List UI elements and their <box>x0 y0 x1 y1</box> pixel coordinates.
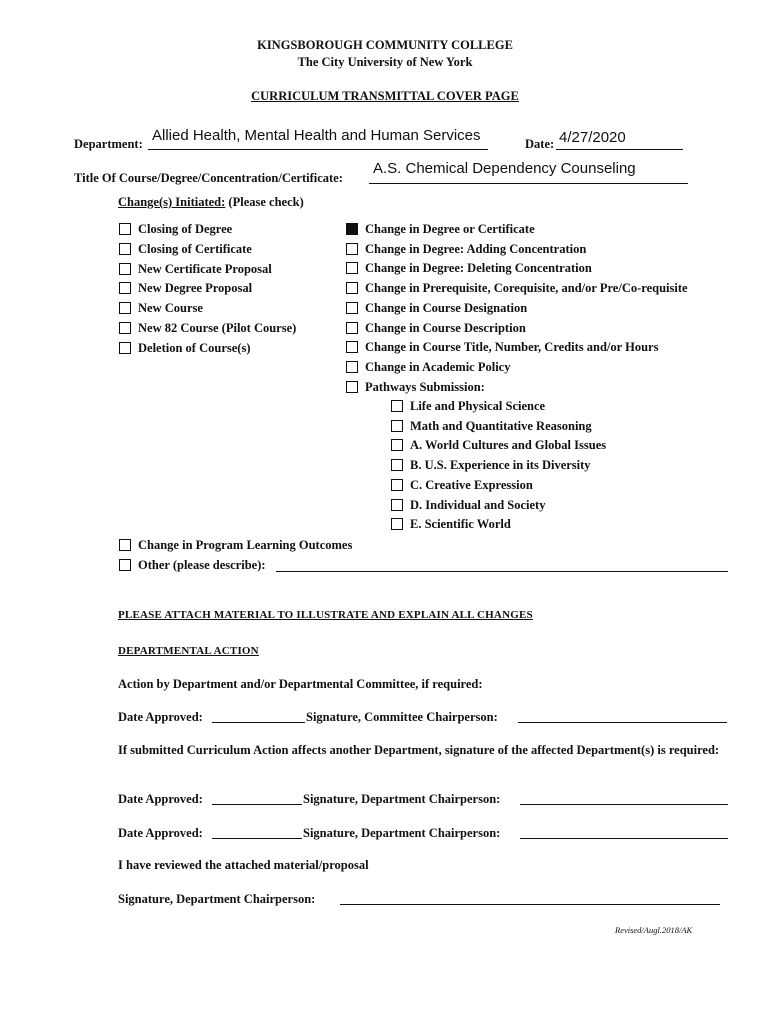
pathways-option-label: E. Scientific World <box>410 517 511 532</box>
checkbox[interactable] <box>391 479 403 491</box>
date-approved-label-3: Date Approved: <box>118 826 203 840</box>
pathways-option-label: Math and Quantitative Reasoning <box>410 418 592 433</box>
pathways-option-label: Life and Physical Science <box>410 399 546 413</box>
date-underline <box>556 149 683 150</box>
other-describe-underline[interactable] <box>276 571 728 572</box>
final-signature-field[interactable] <box>340 904 720 905</box>
department-underline <box>148 149 488 150</box>
checkbox[interactable] <box>391 459 403 471</box>
date-label: Date: <box>525 137 555 151</box>
right-option-label: Change in Degree: Adding Concentration <box>365 241 587 256</box>
title-field[interactable]: A.S. Chemical Dependency Counseling <box>373 160 636 177</box>
checkbox[interactable] <box>346 262 358 274</box>
checkbox[interactable] <box>119 223 131 235</box>
dept-signature-label-2: Signature, Department Chairperson: <box>303 826 501 840</box>
left-option-label: Closing of Degree <box>138 222 233 236</box>
right-option-label: Change in Course Title, Number, Credits and/or Hours <box>365 340 659 355</box>
bottom-option-label: Change in Program Learning Outcomes <box>138 538 353 552</box>
left-option-label: New Course <box>138 301 203 316</box>
bottom-option-label: Other (please describe): <box>138 557 266 572</box>
dept-signature-label-1: Signature, Department Chairperson: <box>303 792 501 806</box>
checkbox[interactable] <box>346 223 358 235</box>
pathways-option-label: C. Creative Expression <box>410 477 533 492</box>
checkbox[interactable] <box>346 341 358 353</box>
right-option-label: Change in Course Description <box>365 320 526 335</box>
title-field-label: Title Of Course/Degree/Concentration/Certificate: <box>74 171 343 185</box>
affects-note: If submitted Curriculum Action affects another Department, signature of the affected Department(s) is required: <box>118 743 720 757</box>
checkbox[interactable] <box>391 439 403 451</box>
date-approved-field-3[interactable] <box>212 838 302 839</box>
right-option-label: Change in Degree or Certificate <box>365 222 535 236</box>
checkbox[interactable] <box>346 322 358 334</box>
right-option-label: Pathways Submission: <box>365 379 485 394</box>
checkbox[interactable] <box>346 361 358 373</box>
committee-signature-label: Signature, Committee Chairperson: <box>306 710 498 724</box>
changes-heading <box>118 195 304 210</box>
left-option-label: New Degree Proposal <box>138 281 253 296</box>
checkbox[interactable] <box>391 518 403 530</box>
checkbox[interactable] <box>119 322 131 334</box>
checkbox[interactable] <box>119 539 131 551</box>
checkbox[interactable] <box>391 499 403 511</box>
checkbox[interactable] <box>346 243 358 255</box>
department-label: Department: <box>74 137 143 151</box>
form-title: CURRICULUM TRANSMITTAL COVER PAGE <box>251 89 519 103</box>
right-option-label: Change in Prerequisite, Corequisite, and/or Pre/Co-requisite <box>365 281 688 296</box>
dept-signature-field-1[interactable] <box>520 804 728 805</box>
checkbox[interactable] <box>119 263 131 275</box>
checkbox[interactable] <box>391 420 403 432</box>
right-option-label: Change in Course Designation <box>365 300 528 315</box>
department-field[interactable]: Allied Health, Mental Health and Human Services <box>152 127 481 144</box>
date-approved-label-2: Date Approved: <box>118 792 203 806</box>
checkbox[interactable] <box>119 559 131 571</box>
date-approved-field-1[interactable] <box>212 722 305 723</box>
checkbox[interactable] <box>391 400 403 412</box>
reviewed-statement: I have reviewed the attached material/proposal <box>118 858 369 872</box>
revision-note: Revised/Augl.2018/AK <box>615 925 693 935</box>
left-option-label: New 82 Course (Pilot Course) <box>138 321 297 335</box>
checkbox[interactable] <box>119 243 131 255</box>
date-field[interactable]: 4/27/2020 <box>559 129 626 146</box>
pathways-option-label: A. World Cultures and Global Issues <box>410 438 607 453</box>
checkbox[interactable] <box>346 381 358 393</box>
checkbox[interactable] <box>119 282 131 294</box>
final-signature-label: Signature, Department Chairperson: <box>118 892 316 906</box>
attach-note: PLEASE ATTACH MATERIAL TO ILLUSTRATE AND EXPLAIN ALL CHANGES <box>118 609 533 621</box>
left-option-label: New Certificate Proposal <box>138 261 272 276</box>
checkbox[interactable] <box>346 302 358 314</box>
date-approved-field-2[interactable] <box>212 804 302 805</box>
action-line: Action by Department and/or Departmental Committee, if required: <box>118 677 483 691</box>
left-option-label: Closing of Certificate <box>138 241 252 256</box>
left-option-label: Deletion of Course(s) <box>138 340 251 355</box>
pathways-option-label: B. U.S. Experience in its Diversity <box>410 458 591 473</box>
checkbox[interactable] <box>119 342 131 354</box>
pathways-option-label: D. Individual and Society <box>410 497 546 512</box>
checkbox[interactable] <box>119 302 131 314</box>
university-name: The City University of New York <box>297 55 473 69</box>
changes-heading-note: (Please check) <box>225 195 304 209</box>
right-option-label: Change in Degree: Deleting Concentration <box>365 261 592 276</box>
title-underline <box>369 183 688 184</box>
changes-heading-underlined: Change(s) Initiated: <box>118 195 226 209</box>
date-approved-label-1: Date Approved: <box>118 710 203 724</box>
checkbox[interactable] <box>346 282 358 294</box>
right-option-label: Change in Academic Policy <box>365 359 511 374</box>
committee-signature-field[interactable] <box>518 722 727 723</box>
college-name: KINGSBOROUGH COMMUNITY COLLEGE <box>257 38 513 52</box>
dept-signature-field-2[interactable] <box>520 838 728 839</box>
departmental-action-heading: DEPARTMENTAL ACTION <box>118 645 259 657</box>
